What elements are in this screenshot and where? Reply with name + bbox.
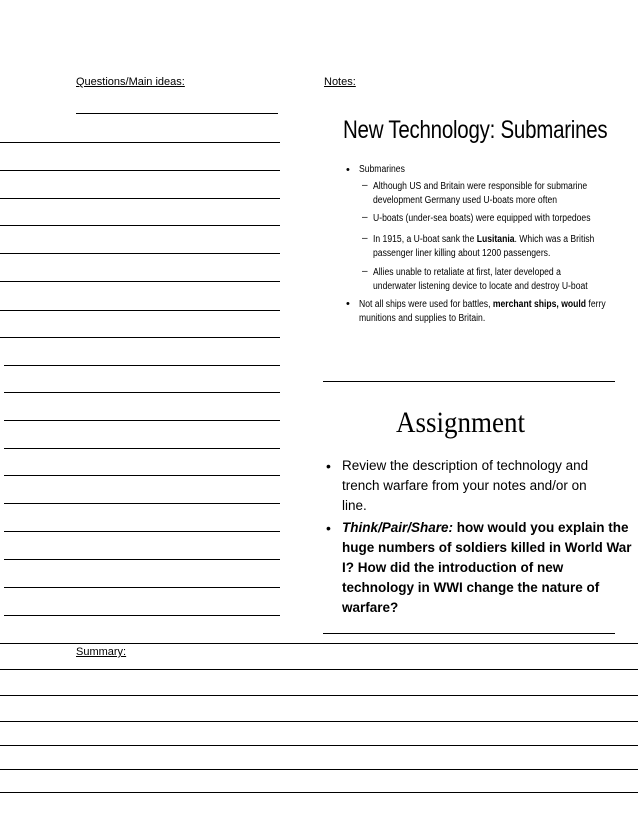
text: Not all ships were used for battles,	[359, 299, 493, 310]
sub-bullet-text: underwater listening device to locate and destroy U-boat	[373, 281, 588, 292]
question-line	[0, 253, 280, 254]
text: . Which was a British	[514, 234, 595, 245]
bullet-icon: •	[346, 298, 350, 310]
question-line	[76, 113, 278, 114]
question-line	[4, 392, 280, 393]
dash-icon: –	[362, 180, 368, 191]
summary-line	[0, 721, 638, 722]
bullet-icon: •	[326, 520, 331, 536]
question-line	[0, 310, 280, 311]
questions-header: Questions/Main ideas:	[76, 76, 185, 88]
sub-bullet-text: Allies unable to retaliate at first, later developed a	[373, 267, 561, 278]
sub-bullet-text: Although US and Britain were responsible for submarine	[373, 181, 588, 192]
notes-divider	[323, 633, 615, 634]
sub-bullet-text: passenger liner killing about 1200 passengers.	[373, 248, 551, 259]
summary-line	[0, 643, 638, 644]
question-line	[4, 365, 280, 366]
question-line	[0, 142, 280, 143]
question-line	[0, 337, 280, 338]
question-line	[0, 170, 280, 171]
question-line	[0, 281, 280, 282]
bullet-text: Review the description of technology and	[342, 458, 589, 473]
sub-bullet-text: U-boats (under-sea boats) were equipped with torpedoes	[373, 213, 591, 224]
bullet-text: trench warfare from your notes and/or on	[342, 478, 587, 493]
text: ferry	[586, 299, 606, 310]
bold-text: merchant ships, would	[492, 299, 587, 310]
question-line	[4, 448, 280, 449]
question-line	[4, 420, 280, 421]
bold-text: Lusitania	[476, 234, 515, 245]
question-line	[0, 198, 280, 199]
dash-icon: –	[362, 266, 368, 277]
bullet-text	[359, 298, 606, 312]
sub-bullet-text: development Germany used U-boats more often	[373, 195, 558, 206]
sub-bullet-text	[373, 233, 594, 247]
summary-line	[0, 695, 638, 696]
bullet-text: Submarines	[359, 164, 405, 175]
summary-line	[0, 745, 638, 746]
summary-line	[0, 669, 638, 670]
text: how would you explain the	[453, 520, 629, 535]
italic-text: Think/Pair/Share:	[342, 520, 454, 535]
notes-header: Notes:	[324, 76, 356, 88]
summary-header: Summary:	[76, 646, 127, 658]
bullet-text: huge numbers of soldiers killed in World War	[342, 540, 632, 555]
bullet-icon: •	[346, 164, 350, 176]
notes-divider	[323, 381, 615, 382]
bullet-text: technology in WWI change the nature of	[342, 580, 600, 595]
summary-line	[0, 769, 638, 770]
question-line	[0, 225, 280, 226]
bullet-text	[342, 518, 629, 538]
bullet-text: line.	[342, 498, 367, 513]
dash-icon: –	[362, 233, 368, 244]
slide-title: New Technology: Submarines	[343, 116, 608, 144]
question-line	[4, 587, 280, 588]
question-line	[4, 531, 280, 532]
question-line	[4, 615, 280, 616]
summary-line	[0, 792, 638, 793]
question-line	[4, 475, 280, 476]
bullet-text: warfare?	[342, 600, 399, 615]
question-line	[4, 559, 280, 560]
dash-icon: –	[362, 212, 368, 223]
question-line	[4, 503, 280, 504]
bullet-icon: •	[326, 458, 331, 474]
slide-title: Assignment	[396, 406, 526, 439]
bullet-text: I? How did the introduction of new	[342, 560, 564, 575]
text: In 1915, a U-boat sank the	[373, 234, 477, 245]
bullet-text: munitions and supplies to Britain.	[359, 313, 486, 324]
